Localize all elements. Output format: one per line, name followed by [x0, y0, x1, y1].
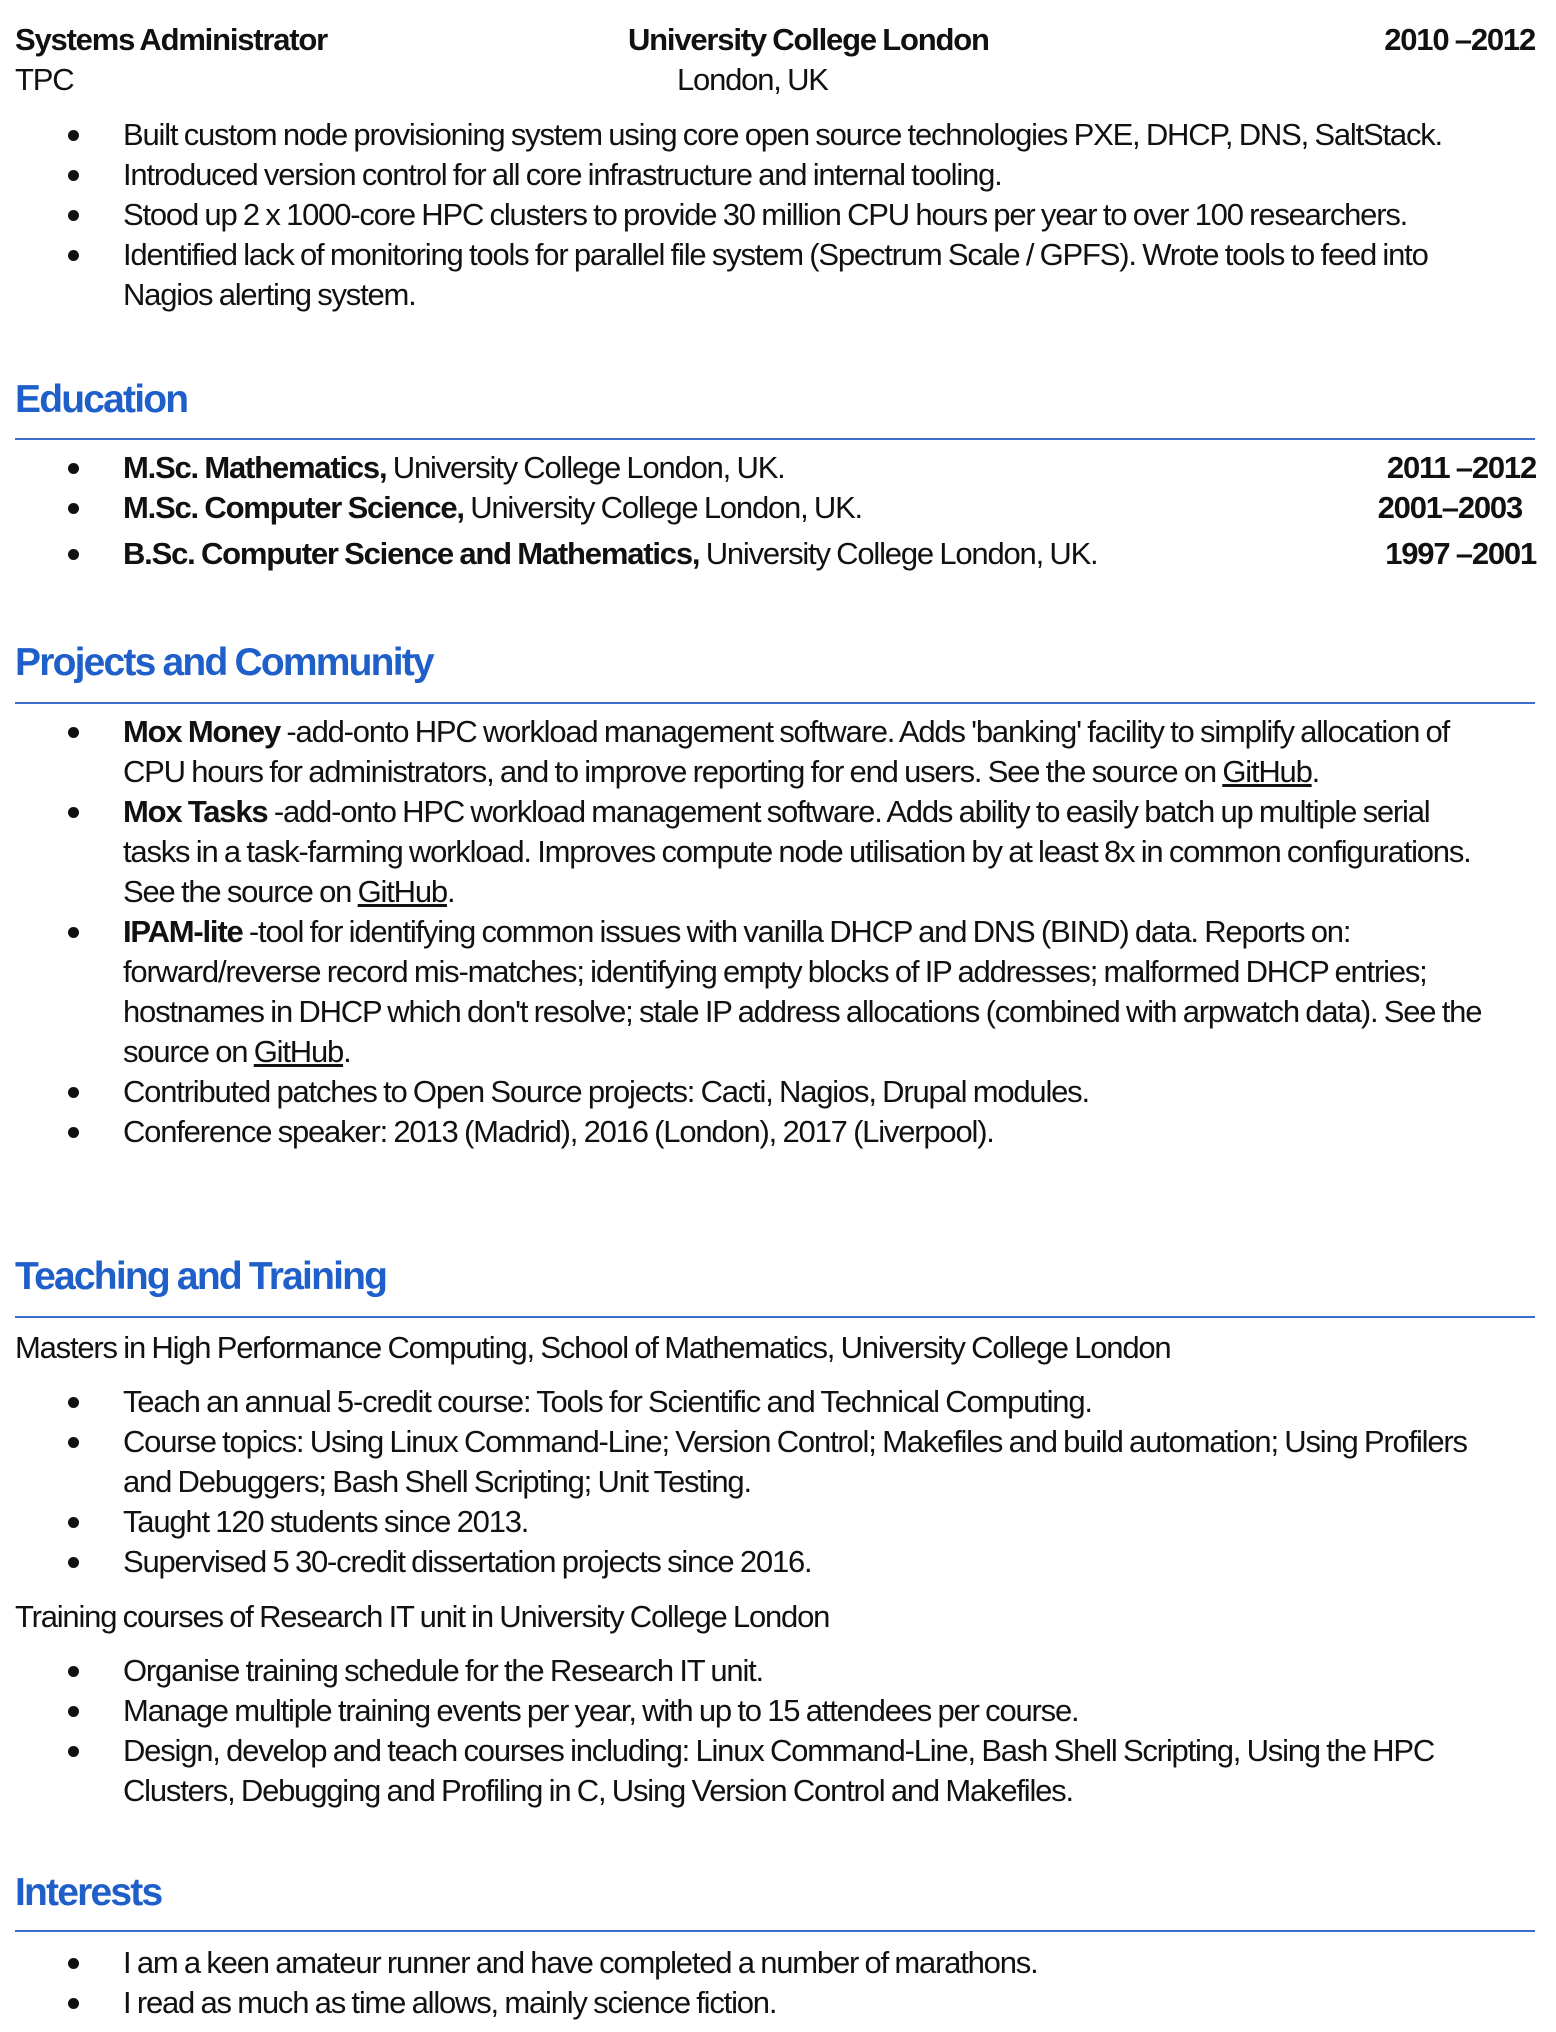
- degree-place: University College London, UK.: [699, 536, 1098, 571]
- bullet-text: Introduced version control for all core infrastructure and internal tooling.: [123, 157, 1002, 192]
- degree-place: University College London, UK.: [463, 490, 862, 525]
- github-link[interactable]: GitHub: [253, 1034, 344, 1069]
- project-name: Mox Tasks: [123, 794, 268, 829]
- list-item: [0, 115, 1556, 155]
- bullet-icon: [68, 210, 79, 221]
- degree-dates: 2001–2003: [1377, 490, 1522, 525]
- project-name: Mox Money: [123, 714, 280, 749]
- education-list: [0, 448, 1556, 574]
- job-dates: 2010 –2012: [1384, 22, 1535, 57]
- list-item: [0, 1072, 1556, 1112]
- project-description: -add-onto HPC workload management software. Adds 'banking' facility to simplify allocation of CPU hours for administrators, and to improve reporting for end users. See the source on: [123, 714, 1450, 789]
- list-item: [0, 1731, 1556, 1811]
- list-item: [0, 1651, 1556, 1691]
- list-item: [0, 1382, 1556, 1422]
- project-description: -add-onto HPC workload management software. Adds ability to easily batch up multiple serial tasks in a task-farming workload. Improves compute node utilisation by at least 8x in common configurations. See the source on: [123, 794, 1471, 909]
- bullet-icon: [68, 1127, 79, 1138]
- list-item: [0, 195, 1556, 235]
- list-item: [0, 155, 1556, 195]
- bullet-icon: [68, 549, 79, 560]
- list-item: [0, 1422, 1556, 1502]
- degree-name: M.Sc. Mathematics,: [123, 450, 387, 485]
- bullet-text: Conference speaker: 2013 (Madrid), 2016 (London), 2017 (Liverpool).: [123, 1114, 994, 1149]
- section-divider: [15, 1316, 1535, 1318]
- project-name: IPAM-lite: [123, 914, 243, 949]
- bullet-text: Supervised 5 30-credit dissertation projects since 2016.: [123, 1544, 812, 1579]
- project-tail: .: [1311, 754, 1320, 789]
- section-heading-teaching: Teaching and Training: [15, 1255, 387, 1298]
- degree-dates: 2011 –2012: [1386, 450, 1536, 485]
- bullet-text: I read as much as time allows, mainly science fiction.: [123, 1985, 777, 2020]
- bullet-text: Teach an annual 5-credit course: Tools for Scientific and Technical Computing.: [123, 1384, 1092, 1419]
- section-divider: [15, 702, 1535, 704]
- bullet-icon: [68, 1437, 79, 1448]
- list-item: [0, 792, 1556, 912]
- bullet-text: Stood up 2 x 1000-core HPC clusters to provide 30 million CPU hours per year to over 100 researchers.: [123, 197, 1408, 232]
- bullet-text: I am a keen amateur runner and have completed a number of marathons.: [123, 1945, 1038, 1980]
- project-description: -tool for identifying common issues with vanilla DHCP and DNS (BIND) data. Reports on: forward/reverse record mis-matches; identifying empty blocks of IP addresses; malformed DHCP entries; hostnames in DHCP which don't resolve; stale IP address allocations (combined with arpwatch data). See the source on: [123, 914, 1482, 1069]
- bullet-icon: [68, 1087, 79, 1098]
- section-divider: [15, 438, 1535, 440]
- bullet-icon: [68, 170, 79, 181]
- list-item: [0, 1502, 1556, 1542]
- degree-place: University College London, UK.: [386, 450, 785, 485]
- job-institution: University College London: [628, 22, 989, 57]
- bullet-icon: [68, 463, 79, 474]
- job-location: London, UK: [677, 62, 828, 97]
- section-divider: [15, 1930, 1535, 1932]
- bullet-icon: [68, 1397, 79, 1408]
- interests-list: [0, 1943, 1556, 2023]
- bullet-icon: [68, 130, 79, 141]
- masters-list: [0, 1382, 1556, 1582]
- bullet-icon: [68, 1517, 79, 1528]
- job-header: [15, 20, 1535, 100]
- list-item: [0, 488, 1556, 528]
- project-tail: .: [446, 874, 455, 909]
- section-heading-education: Education: [15, 378, 188, 421]
- bullet-icon: [68, 807, 79, 818]
- list-item: [0, 1542, 1556, 1582]
- degree-name: M.Sc. Computer Science,: [123, 490, 464, 525]
- list-item: [0, 1943, 1556, 1983]
- list-item: [0, 1983, 1556, 2023]
- list-item: [0, 1691, 1556, 1731]
- list-item: [0, 1112, 1556, 1152]
- list-item: [0, 912, 1556, 1072]
- bullet-text: Manage multiple training events per year, with up to 15 attendees per course.: [123, 1693, 1079, 1728]
- list-item: [0, 534, 1556, 574]
- bullet-icon: [68, 1746, 79, 1757]
- bullet-text: Contributed patches to Open Source projects: Cacti, Nagios, Drupal modules.: [123, 1074, 1089, 1109]
- bullet-icon: [68, 1666, 79, 1677]
- bullet-text: Taught 120 students since 2013.: [123, 1504, 529, 1539]
- bullet-text: Organise training schedule for the Research IT unit.: [123, 1653, 763, 1688]
- section-heading-projects: Projects and Community: [15, 641, 433, 684]
- github-link[interactable]: GitHub: [1222, 754, 1312, 789]
- training-list: [0, 1651, 1556, 1811]
- github-link[interactable]: GitHub: [357, 874, 447, 909]
- degree-name: B.Sc. Computer Science and Mathematics,: [123, 536, 700, 571]
- bullet-icon: [68, 927, 79, 938]
- job-bullets: [0, 115, 1556, 315]
- bullet-text: Design, develop and teach courses including: Linux Command-Line, Bash Shell Scripting, Using the HPC Clusters, Debugging and Profiling in C, Using Version Control and Makefiles.: [123, 1733, 1435, 1808]
- job-organisation: TPC: [15, 62, 74, 97]
- masters-programme-line: Masters in High Performance Computing, School of Mathematics, University College London: [15, 1330, 1171, 1365]
- project-tail: .: [343, 1034, 351, 1069]
- bullet-text: Built custom node provisioning system using core open source technologies PXE, DHCP, DNS, SaltStack.: [123, 117, 1442, 152]
- bullet-icon: [68, 727, 79, 738]
- job-title: Systems Administrator: [15, 22, 328, 57]
- bullet-icon: [68, 1557, 79, 1568]
- bullet-icon: [68, 503, 79, 514]
- bullet-icon: [68, 1998, 79, 2009]
- bullet-icon: [68, 1706, 79, 1717]
- list-item: [0, 235, 1556, 315]
- training-courses-line: Training courses of Research IT unit in University College London: [15, 1599, 830, 1634]
- projects-list: [0, 712, 1556, 1152]
- list-item: [0, 712, 1556, 792]
- bullet-text: Course topics: Using Linux Command-Line; Version Control; Makefiles and build automation; Using Profilers and Debuggers; Bash Shell Scripting; Unit Testing.: [123, 1424, 1467, 1499]
- bullet-text: Identified lack of monitoring tools for parallel file system (Spectrum Scale / GPFS). Wrote tools to feed into Nagios alerting system.: [123, 237, 1428, 312]
- bullet-icon: [68, 250, 79, 261]
- section-heading-interests: Interests: [15, 1871, 162, 1914]
- bullet-icon: [68, 1958, 79, 1969]
- degree-dates: 1997 –2001: [1385, 536, 1536, 571]
- list-item: [0, 448, 1556, 488]
